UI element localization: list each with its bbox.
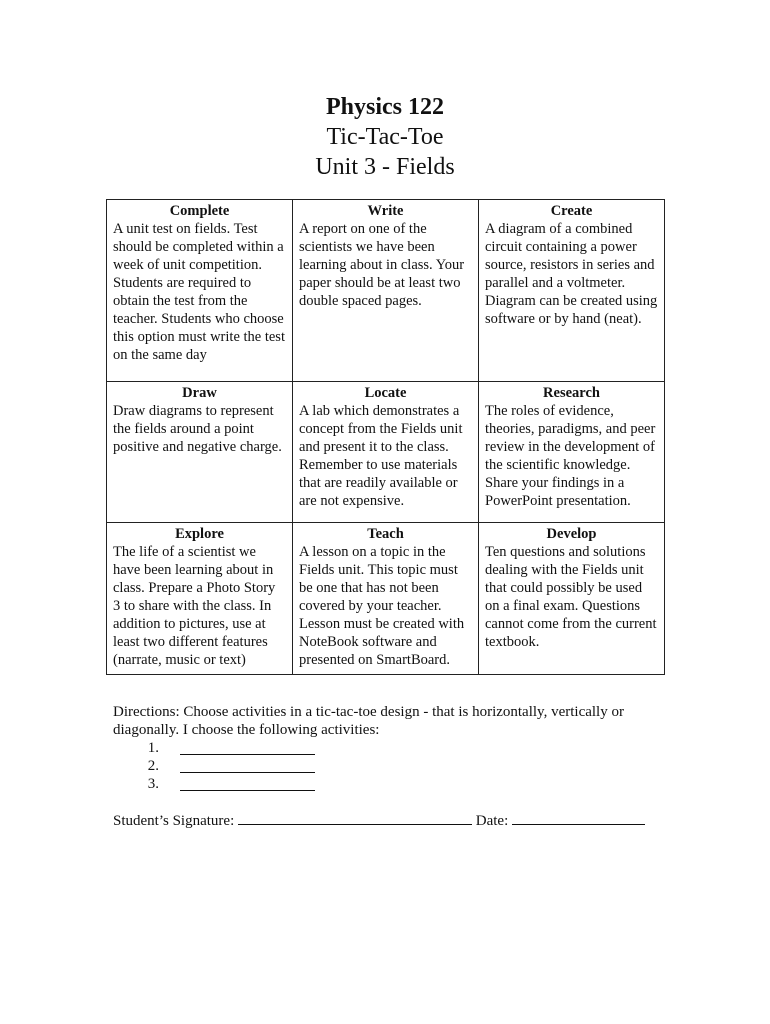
grid-cell-develop <box>479 523 665 675</box>
cell-heading: Create <box>550 203 593 219</box>
signature-label: Student’s Signature: <box>113 813 235 829</box>
grid-cell-locate <box>293 382 479 523</box>
choice-item <box>134 757 673 775</box>
grid-cell-draw <box>107 382 293 523</box>
grid-cell-write <box>293 200 479 382</box>
choice-number: 3. <box>147 776 159 792</box>
signature-blank[interactable] <box>238 810 368 825</box>
choice-item <box>134 775 673 793</box>
grid-row <box>107 523 665 675</box>
cell-heading: Teach <box>367 526 404 542</box>
grid-cell-teach <box>293 523 479 675</box>
activity-choices <box>113 739 673 793</box>
cell-heading: Write <box>367 203 404 219</box>
page-title: Physics 122 <box>325 94 444 120</box>
grid-row <box>107 200 665 382</box>
grid-cell-complete <box>107 200 293 382</box>
cell-text: Draw diagrams to represent the fields around a point positive and negative charge. <box>113 403 282 455</box>
choice-item <box>134 739 673 757</box>
signature-line <box>113 810 645 830</box>
tic-tac-toe-grid <box>106 199 665 675</box>
directions-text: Directions: Choose activities in a tic-tac-toe design - that is horizontally, vertically or diagonally. I choose the following activities: <box>113 704 624 738</box>
cell-text: A lesson on a topic in the Fields unit. This topic must be one that has not been covered by your teacher. Lesson must be created with NoteBook software and presented on SmartBoard. <box>299 544 465 668</box>
choice-number: 2. <box>147 758 159 774</box>
cell-heading: Explore <box>175 526 224 542</box>
cell-heading: Research <box>543 385 600 401</box>
cell-text: A diagram of a combined circuit containing a power source, resistors in series and parallel and a voltmeter. Diagram can be created using software or by hand (neat). <box>485 221 658 327</box>
grid-cell-explore <box>107 523 293 675</box>
date-blank[interactable] <box>512 810 645 825</box>
page-subtitle: Tic-Tac-Toe <box>326 124 444 150</box>
cell-text: A unit test on fields. Test should be completed within a week of unit competition. Students are required to obtain the test from the teacher. Students who choose this option must write the test on the same day <box>113 221 285 363</box>
grid-cell-research <box>479 382 665 523</box>
cell-heading: Locate <box>364 385 407 401</box>
cell-text: The life of a scientist we have been learning about in class. Prepare a Photo Story 3 to share with the class. In addition to pictures, use at least two different features (narrate, music or text) <box>113 544 276 668</box>
signature-blank-extension[interactable] <box>368 810 472 825</box>
cell-heading: Draw <box>182 385 217 401</box>
cell-text: Ten questions and solutions dealing with the Fields unit that could possibly be used on a final exam. Questions cannot come from the current textbook. <box>485 544 657 650</box>
grid-row <box>107 382 665 523</box>
cell-heading: Complete <box>169 203 230 219</box>
cell-heading: Develop <box>546 526 597 542</box>
cell-text: The roles of evidence, theories, paradigms, and peer review in the development of the scientific knowledge. Share your findings in a PowerPoint presentation. <box>485 403 656 509</box>
cell-text: A lab which demonstrates a concept from the Fields unit and present it to the class. Remember to use materials that are readily available or are not expensive. <box>299 403 463 509</box>
choice-blank-2[interactable] <box>180 757 315 773</box>
cell-text: A report on one of the scientists we have been learning about in class. Your paper should be at least two double spaced pages. <box>299 221 465 309</box>
choice-blank-3[interactable] <box>180 775 315 791</box>
title-block <box>0 92 770 182</box>
directions-section <box>113 703 673 793</box>
unit-title: Unit 3 - Fields <box>315 154 455 180</box>
date-label: Date: <box>475 813 509 829</box>
choice-blank-1[interactable] <box>180 739 315 755</box>
choice-number: 1. <box>147 740 159 756</box>
grid-cell-create <box>479 200 665 382</box>
